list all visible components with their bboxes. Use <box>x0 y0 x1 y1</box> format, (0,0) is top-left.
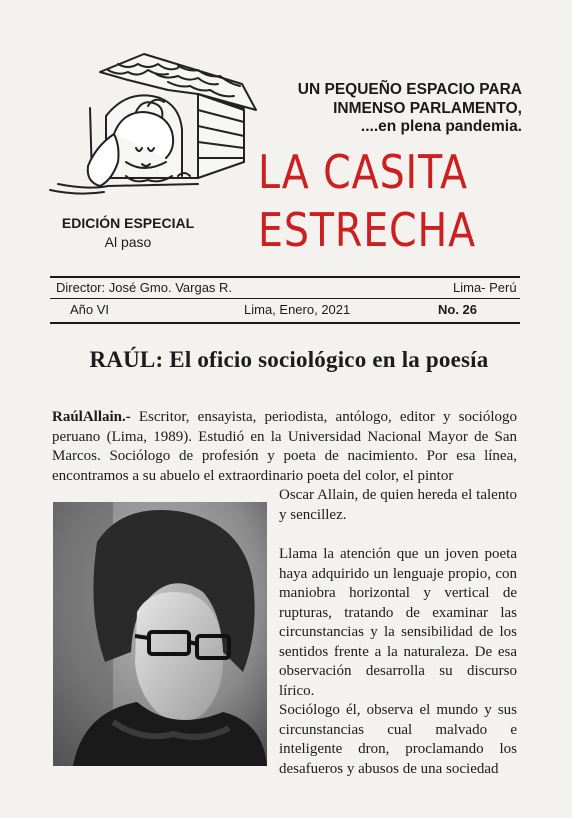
lead-author-name: RaúlAllain.- <box>52 409 131 425</box>
title-line-2: ESTRECHA <box>258 203 477 257</box>
header-tagline <box>268 81 522 137</box>
article-headline: RAÚL: El oficio sociológico en la poesía <box>89 347 489 372</box>
tagline-line: ....en plena pandemia. <box>360 118 522 135</box>
masthead-rule-bottom <box>50 322 520 324</box>
edition-label <box>48 214 208 252</box>
masthead-rule-top <box>50 276 520 278</box>
column-paragraph-1: Oscar Allain, de quien hereda el talento y sencillez. <box>279 487 517 523</box>
title-line-1: LA CASITA <box>258 145 468 199</box>
lead-text: Escritor, ensayista, periodista, antólogo, editor y sociólogo peruano (Lima, 1989). Estudió en la Universidad Nacional Mayor de San Marcos. Sociólogo de profesión y poeta de nacimiento. Por esa línea, encontramos a su abuelo el extraordinario poeta del color, el pintor <box>52 409 517 484</box>
tagline-line: UN PEQUEÑO ESPACIO PARA <box>297 81 522 98</box>
year-label: Año VI <box>70 302 110 317</box>
masthead-rule-mid <box>50 298 520 299</box>
article-lead-paragraph <box>52 408 517 486</box>
director-credit: Director: José Gmo. Vargas R. <box>56 280 233 295</box>
doghouse-logo-illustration <box>48 50 260 208</box>
place-label: Lima- Perú <box>453 280 517 295</box>
column-paragraph-3: Sociólogo él, observa el mundo y sus circunstancias cual malvado e inteligente dron, proclamando los desafueros y abusos de una sociedad <box>279 702 517 777</box>
author-photo <box>53 502 267 766</box>
issue-number: No. 26 <box>438 302 478 317</box>
tagline-line: INMENSO PARLAMENTO, <box>333 99 522 117</box>
column-paragraph-2: Llama la atención que un joven poeta haya adquirido un lenguaje propio, con maniobra horizontal y vertical de rupturas, tratando de examinar las circunstancias y la sensibilidad de los sentidos frente a la naturaleza. De esa observación desarrolla su discurso lírico. <box>279 546 517 699</box>
article-column <box>279 486 517 779</box>
edition-subtitle: Al paso <box>104 234 152 250</box>
issue-date: Lima, Enero, 2021 <box>244 302 351 317</box>
edition-title: EDICIÓN ESPECIAL <box>61 215 195 231</box>
newspaper-title <box>258 143 490 259</box>
